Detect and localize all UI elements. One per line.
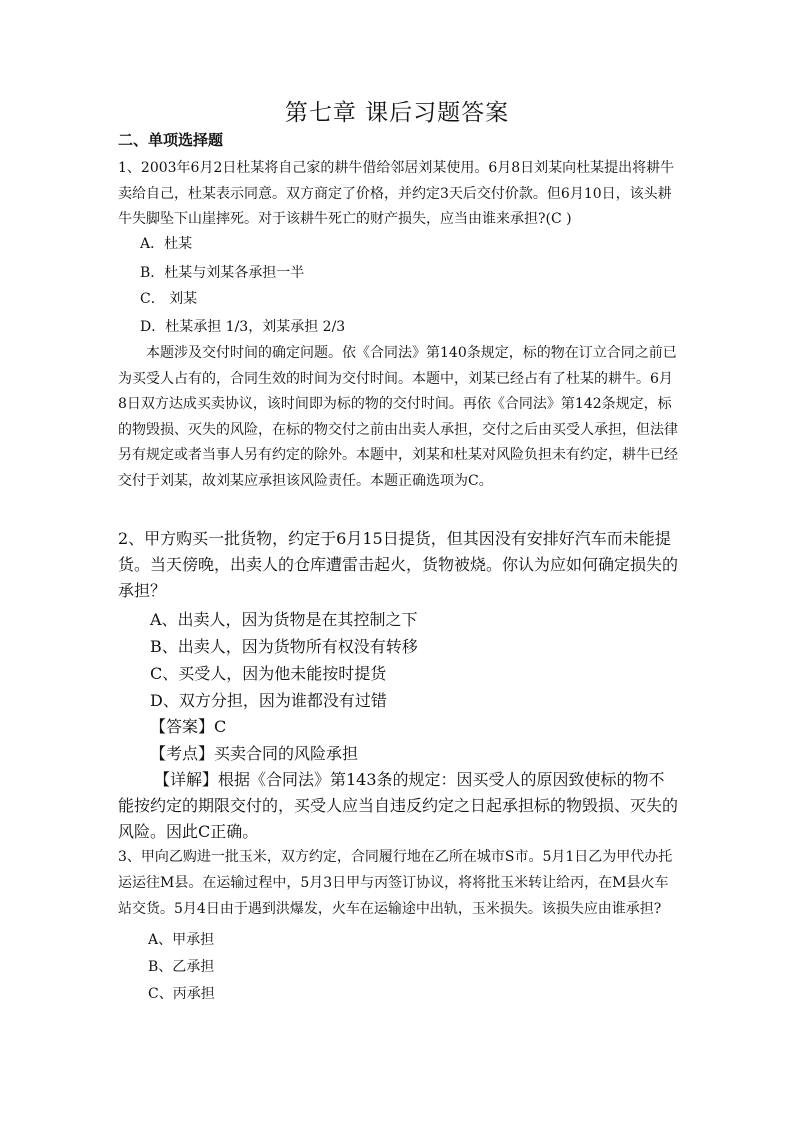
question-2-option-b: B、出卖人，因为货物所有权没有转移: [150, 637, 418, 656]
question-1-option-b: B．杜某与刘某各承担一半: [140, 265, 305, 281]
page-title: 第七章 课后习题答案: [284, 100, 510, 126]
question-2-option-d: D、双方分担，因为谁都没有过错: [150, 691, 387, 710]
question-2-text: 2、甲方购买一批货物，约定于6月15日提货，但其因没有安排好汽车而未能提货。当天傍晚，出卖人的仓库遭雷击起火，货物被烧。你认为应如何确定损失的承担？: [118, 529, 679, 600]
question-3-option-a: A、甲承担: [148, 932, 215, 948]
question-1-option-d: D．杜某承担 1/3，刘某承担 2/3: [140, 319, 346, 335]
question-1-text: 1、2003年6月2日杜某将自己家的耕牛借给邻居刘某使用。6月8日刘某向杜某提出将耕牛卖给自己，杜某表示同意。双方商定了价格，并约定3天后交付价款。但6月10日，该头耕牛失脚坠下山崖摔死。对于该耕牛死亡的财产损失，应当由谁来承担?(C ): [118, 160, 675, 227]
question-1-option-c: C． 刘某: [140, 291, 198, 307]
section-heading: 二、单项选择题: [118, 131, 224, 149]
question-2-detail: 【详解】根据《合同法》第143条的规定：因买受人的原因致使标的物不能按约定的期限交付的，买受人应当自违反约定之日起承担标的物毁损、灭失的风险。因此C正确。: [118, 770, 679, 841]
question-1-explanation: 本题涉及交付时间的确定问题。依《合同法》第140条规定，标的物在订立合同之前已为买受人占有的，合同生效的时间为交付时间。本题中，刘某已经占有了杜某的耕牛。6月8日双方达成买卖协议，该时间即为标的物的交付时间。再依《合同法》第142条规定，标的物毁损、灭失的风险，在标的物交付之前由出卖人承担，交付之后由买受人承担，但法律另有规定或者当事人另有约定的除外。本题中，刘某和杜某对风险负担未有约定，耕牛已经交付于刘某，故刘某应承担该风险责任。本题正确选项为C。: [118, 345, 678, 489]
question-3-text: 3、甲向乙购进一批玉米，双方约定，合同履行地在乙所在城市S市。5月1日乙为甲代办托运运往M县。在运输过程中，5月3日甲与丙签订协议，将将批玉米转让给丙，在M县火车站交货。5月4日由于遇到洪爆发，火车在运输途中出轨，玉米损失。该损失应由谁承担?: [118, 849, 673, 917]
question-2-option-a: A、出卖人，因为货物是在其控制之下: [150, 610, 418, 629]
question-2-topic: 【考点】买卖合同的风险承担: [150, 744, 359, 763]
question-2-option-c: C、买受人，因为他未能按时提货: [150, 664, 387, 683]
question-3-option-b: B、乙承担: [148, 959, 215, 975]
question-1-option-a: A．杜某: [140, 236, 193, 252]
question-2-answer: 【答案】C: [150, 717, 227, 736]
question-3-option-c: C、丙承担: [148, 986, 215, 1002]
